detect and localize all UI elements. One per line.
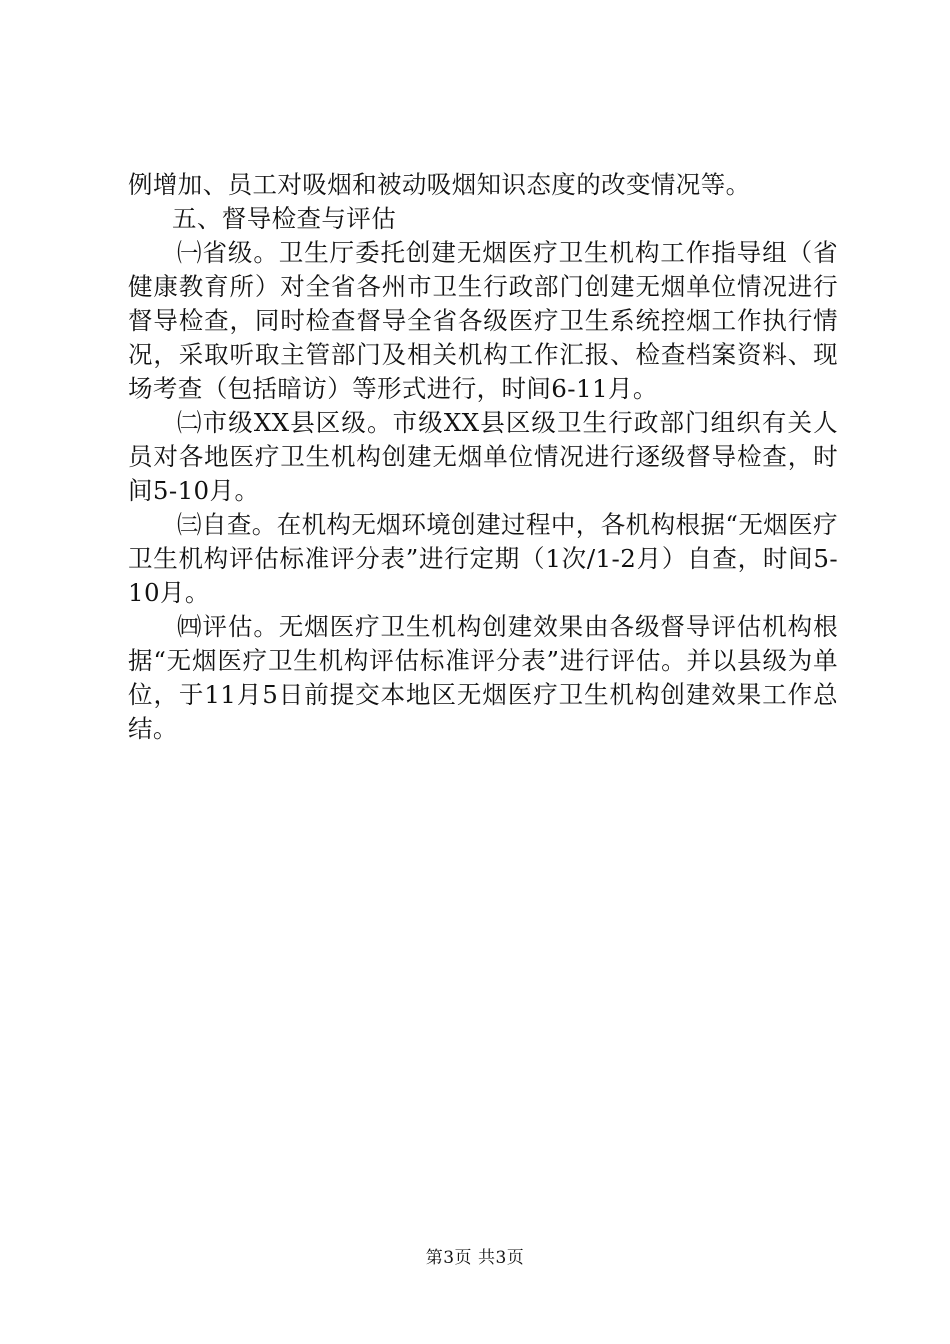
- continuation-paragraph: 例增加、员工对吸烟和被动吸烟知识态度的改变情况等。: [128, 170, 751, 199]
- paragraph-provincial: ㈠省级。卫生厅委托创建无烟医疗卫生机构工作指导组（省健康教育所）对全省各州市卫生行政部门创建无烟单位情况进行督导检查，同时检查督导全省各级医疗卫生系统控烟工作执行情况，采取听取主管部门及相关机构工作汇报、检查档案资料、现场考查（包括暗访）等形式进行，时间6-11月。: [128, 238, 838, 403]
- paragraph-municipal: ㈡市级XX县区级。市级XX县区级卫生行政部门组织有关人员对各地医疗卫生机构创建无烟单位情况进行逐级督导检查，时间5-10月。: [128, 408, 838, 505]
- paragraph-evaluation: ㈣评估。无烟医疗卫生机构创建效果由各级督导评估机构根据“无烟医疗卫生机构评估标准评分表”进行评估。并以县级为单位，于11月5日前提交本地区无烟医疗卫生机构创建效果工作总结。: [128, 612, 838, 743]
- page-footer: 第3页 共3页: [425, 1248, 525, 1268]
- section-heading: 五、督导检查与评估: [172, 204, 397, 233]
- document-body: [128, 168, 838, 746]
- paragraph-self-check: ㈢自查。在机构无烟环境创建过程中，各机构根据“无烟医疗卫生机构评估标准评分表”进行定期（1次/1-2月）自查，时间5-10月。: [128, 510, 838, 607]
